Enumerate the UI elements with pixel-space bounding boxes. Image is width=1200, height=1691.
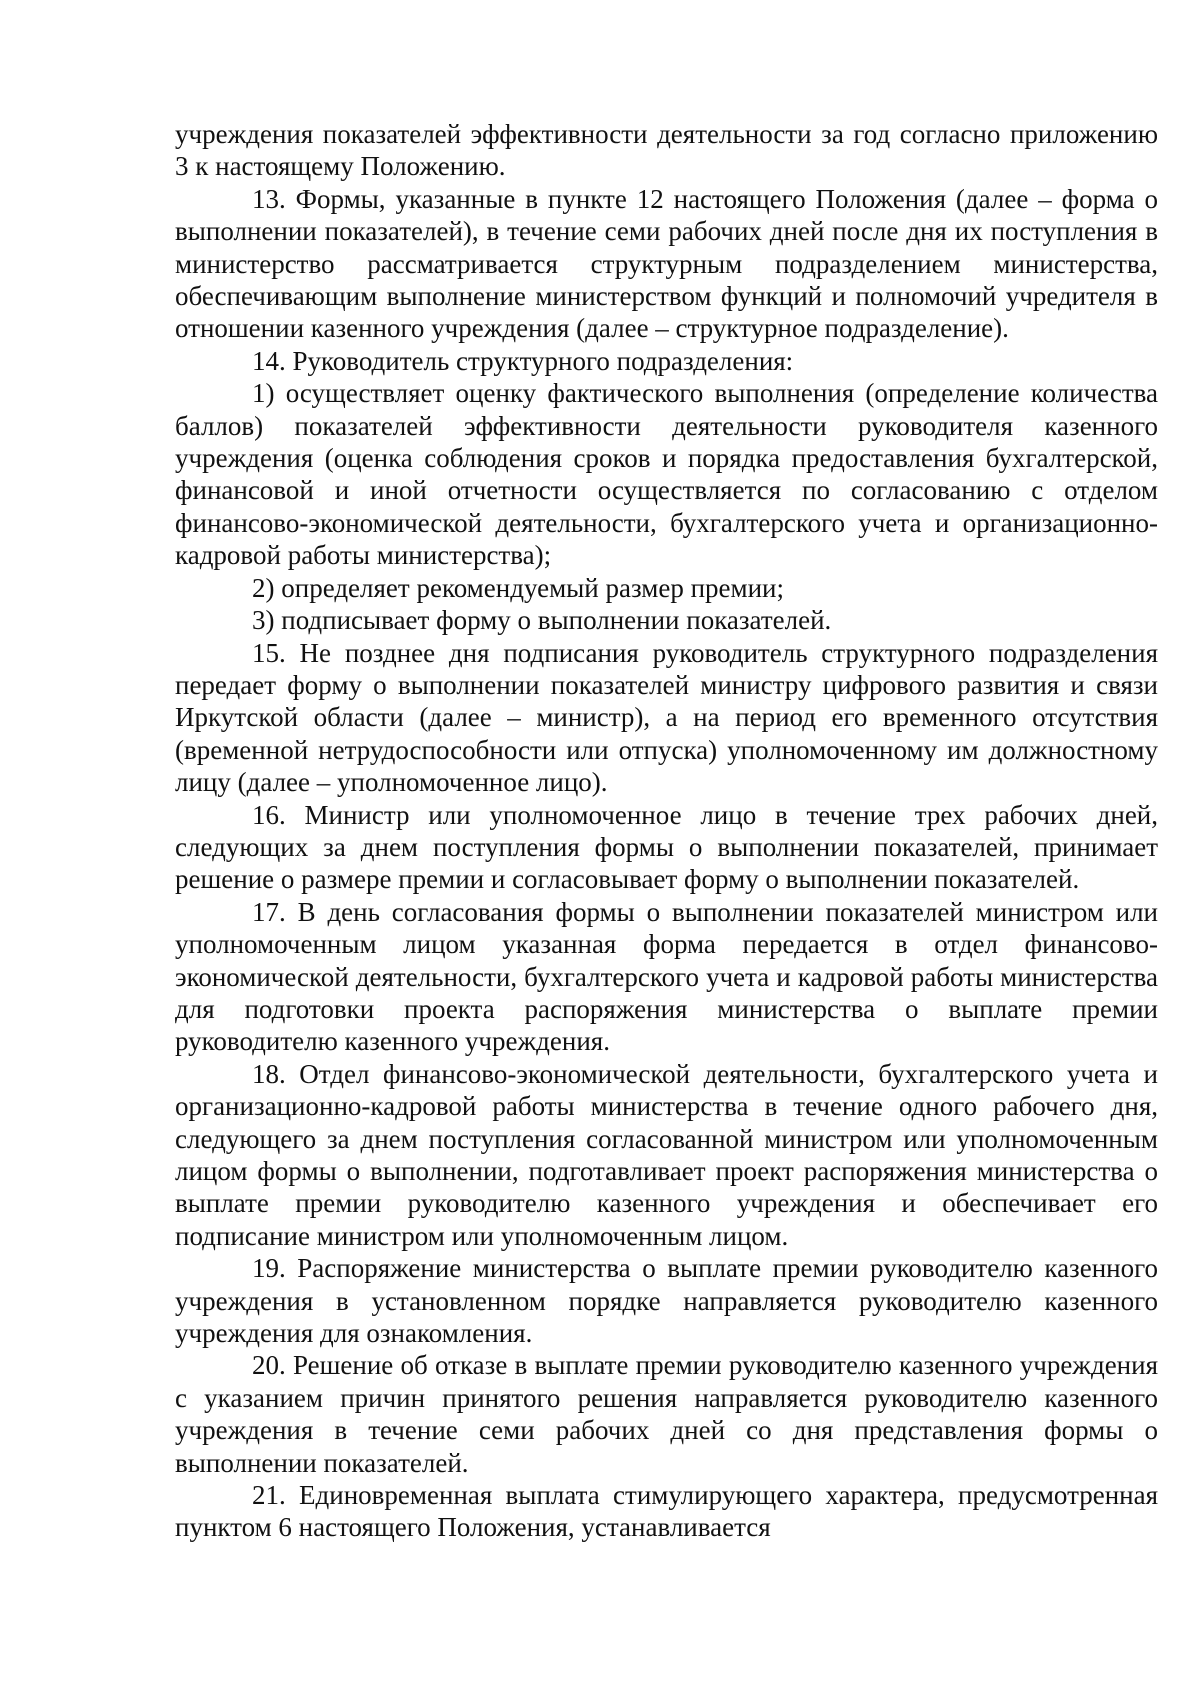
paragraph-item-18: 18. Отдел финансово-экономической деятельности, бухгалтерского учета и организационно-кадровой работы министерства в течение одного рабочего дня, следующего за днем поступления согласованной министром или уполномоченным лицом формы о выполнении, подготавливает проект распоряжения министерства о выплате премии руководителю казенного учреждения и обеспечивает его подписание министром или уполномоченным лицом.	[175, 1058, 1158, 1251]
paragraph-subitem-1: 1) осуществляет оценку фактического выполнения (определение количества баллов) показателей эффективности деятельности руководителя казенного учреждения (оценка соблюдения сроков и порядка предоставления бухгалтерской, финансовой и иной отчетности осуществляется по согласованию с отделом финансово-экономической деятельности, бухгалтерского учета и организационно-кадровой работы министерства);	[175, 378, 1158, 571]
paragraph-item-21: 21. Единовременная выплата стимулирующего характера, предусмотренная пунктом 6 настоящего Положения, устанавливается	[175, 1480, 1158, 1543]
paragraph-item-16: 16. Министр или уполномоченное лицо в течение трех рабочих дней, следующих за днем поступления формы о выполнении показателей, принимает решение о размере премии и согласовывает форму о выполнении показателей.	[175, 799, 1158, 895]
paragraph-continuation: учреждения показателей эффективности деятельности за год согласно приложению 3 к настоящему Положению.	[175, 119, 1158, 182]
paragraph-subitem-3: 3) подписывает форму о выполнении показателей.	[252, 605, 832, 636]
paragraph-subitem-2: 2) определяет рекомендуемый размер премии;	[252, 572, 784, 603]
document-body	[175, 118, 1158, 1544]
paragraph-item-17: 17. В день согласования формы о выполнении показателей министром или уполномоченным лицом указанная форма передается в отдел финансово-экономической деятельности, бухгалтерского учета и кадровой работы министерства для подготовки проекта распоряжения министерства о выплате премии руководителю казенного учреждения.	[175, 896, 1158, 1057]
paragraph-item-14: 14. Руководитель структурного подразделения:	[252, 345, 794, 376]
paragraph-item-13: 13. Формы, указанные в пункте 12 настоящего Положения (далее – форма о выполнении показателей), в течение семи рабочих дней после дня их поступления в министерство рассматривается структурным подразделением министерства, обеспечивающим выполнение министерством функций и полномочий учредителя в отношении казенного учреждения (далее – структурное подразделение).	[175, 183, 1158, 344]
paragraph-item-19: 19. Распоряжение министерства о выплате премии руководителю казенного учреждения в установленном порядке направляется руководителю казенного учреждения для ознакомления.	[175, 1253, 1158, 1349]
paragraph-item-20: 20. Решение об отказе в выплате премии руководителю казенного учреждения с указанием причин принятого решения направляется руководителю казенного учреждения в течение семи рабочих дней со дня представления формы о выполнении показателей.	[175, 1350, 1158, 1478]
paragraph-item-15: 15. Не позднее дня подписания руководитель структурного подразделения передает форму о выполнении показателей министру цифрового развития и связи Иркутской области (далее – министр), а на период его временного отсутствия (временной нетрудоспособности или отпуска) уполномоченному им должностному лицу (далее – уполномоченное лицо).	[175, 637, 1158, 798]
